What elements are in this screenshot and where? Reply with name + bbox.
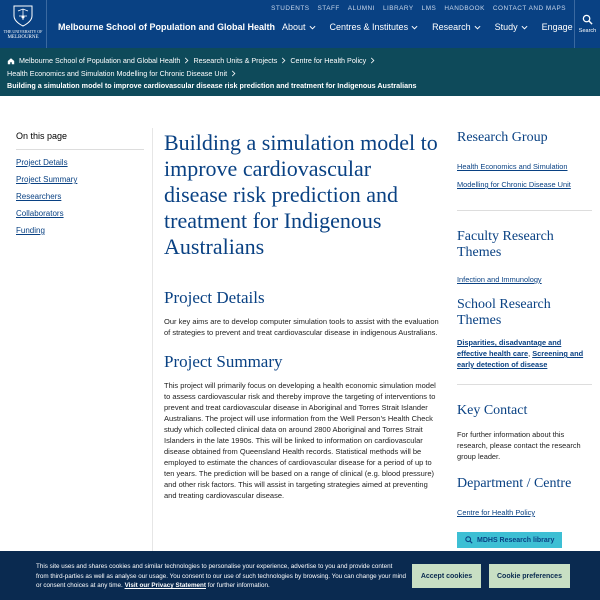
privacy-statement-link[interactable]: Visit our Privacy Statement: [124, 582, 206, 589]
site-name[interactable]: Melbourne School of Population and Global Health: [58, 22, 276, 32]
chevron-down-icon: [521, 24, 528, 31]
nav-centres-label: Centres & Institutes: [329, 22, 409, 32]
chevron-right-icon: [184, 57, 189, 64]
toc-link-funding[interactable]: Funding: [16, 226, 45, 235]
util-link-library[interactable]: LIBRARY: [382, 5, 414, 12]
breadcrumb: [0, 48, 600, 96]
nav-research-label: Research: [432, 22, 471, 32]
school-theme-links: Disparities, disadvantage and effective health care, Screening and early detection of disease: [457, 338, 584, 369]
home-icon[interactable]: [7, 57, 15, 65]
project-details-heading: Project Details: [164, 288, 265, 307]
nav-study[interactable]: [495, 22, 528, 32]
on-this-page-nav: [16, 131, 144, 243]
chevron-right-icon: [370, 57, 375, 64]
accept-cookies-button[interactable]: Accept cookies: [412, 564, 481, 588]
logo-text-bottom: MELBOURNE: [7, 35, 39, 40]
key-contact-heading: Key Contact: [457, 403, 528, 418]
main-content: [164, 130, 439, 501]
nav-engage-label: Engage: [541, 22, 573, 32]
site-header: [0, 0, 600, 48]
nav-about-label: About: [282, 22, 306, 32]
project-summary-text: This project will primarily focus on developing a health economic simulation model to assess cardiovascular risk and thereby improve the targeting of interventions to prevent and treat cardiovascular disease in Aboriginal and Torres Strait Islander Australians. The project will use information from the Well Person’s Health Check study which collected clinical data on around 2800 Aboriginal and Torres Strait Islanders in the late 1990s. This will be linked to information on cardiovascular disease obtained from Queensland Health records. Statistical methods will be employed to estimate the chances of cardiovascular disease for a period of up to ten years. The prediction will be based on a range of clinical (e.g. blood pressure) and other risk factors. This will assist in targeting strategies aimed at preventing and treating cardiovascular disease.: [164, 381, 436, 500]
department-link[interactable]: Centre for Health Policy: [457, 508, 536, 517]
faculty-theme-link[interactable]: Infection and Immunology: [457, 275, 542, 284]
breadcrumb-research-units[interactable]: Research Units & Projects: [193, 56, 278, 65]
breadcrumb-current: Building a simulation model to improve cardiovascular disease risk prediction and treatment for Indigenous Australians: [7, 81, 417, 90]
nav-about[interactable]: [282, 22, 316, 32]
chevron-down-icon: [411, 24, 418, 31]
library-button-label: MDHS Research library: [477, 536, 555, 544]
column-divider: [152, 128, 153, 558]
research-group-heading: Research Group: [457, 130, 548, 145]
cookie-text-block: [36, 562, 406, 591]
toc-link-project-summary[interactable]: Project Summary: [16, 175, 78, 184]
breadcrumb-school[interactable]: Melbourne School of Population and Global Health: [19, 56, 181, 65]
department-heading: Department / Centre: [457, 476, 572, 491]
toc-link-collaborators[interactable]: Collaborators: [16, 209, 64, 218]
faculty-themes-heading: Faculty Research Themes: [457, 229, 554, 260]
search-icon: [582, 14, 593, 25]
toc-link-project-details[interactable]: Project Details: [16, 158, 68, 167]
breadcrumb-unit[interactable]: Health Economics and Simulation Modelling for Chronic Disease Unit: [7, 69, 228, 78]
util-link-handbook[interactable]: HANDBOOK: [444, 5, 485, 12]
search-label: Search: [578, 28, 597, 34]
cookie-banner: [0, 551, 600, 600]
chevron-down-icon: [309, 24, 316, 31]
util-link-students[interactable]: STUDENTS: [271, 5, 310, 12]
chevron-right-icon: [231, 70, 236, 77]
util-link-alumni[interactable]: ALUMNI: [347, 5, 375, 12]
utility-nav: [271, 5, 566, 12]
project-summary-heading: Project Summary: [164, 352, 283, 371]
search-button[interactable]: [574, 0, 600, 48]
main-nav: [282, 22, 597, 32]
nav-centres[interactable]: [330, 22, 419, 32]
util-link-staff[interactable]: STAFF: [317, 5, 340, 12]
util-link-lms[interactable]: LMS: [421, 5, 437, 12]
school-theme-link-disparities[interactable]: Disparities, disadvantage and effective health care: [457, 338, 562, 358]
on-this-page-title: On this page: [16, 131, 144, 150]
school-theme-link-screening[interactable]: Screening and early detection of disease: [457, 349, 584, 369]
search-icon: [465, 536, 473, 544]
right-sidebar: [457, 130, 592, 549]
util-link-contact[interactable]: CONTACT AND MAPS: [492, 5, 566, 12]
nav-study-label: Study: [494, 22, 518, 32]
cookie-text: This site uses and shares cookies and similar technologies to personalise your experience, advertise to you and provide content from third-parties as well as analyse our usage. You consent to our use of such technologies by browsing. You can change your mind or consent choices at any time.: [36, 563, 406, 589]
logo-text-top: THE UNIVERSITY OF: [3, 29, 43, 34]
cookie-preferences-button[interactable]: Cookie preferences: [489, 564, 570, 588]
key-contact-text: For further information about this research, please contact the research group leader.: [457, 430, 581, 461]
nav-research[interactable]: [432, 22, 481, 32]
toc-link-researchers[interactable]: Researchers: [16, 192, 62, 201]
cookie-text-after: for further information.: [207, 582, 270, 589]
library-button[interactable]: [457, 532, 562, 548]
breadcrumb-centre[interactable]: Centre for Health Policy: [290, 56, 367, 65]
school-themes-heading: School Research Themes: [457, 297, 551, 328]
crest-icon: [12, 4, 34, 28]
chevron-down-icon: [474, 24, 481, 31]
university-logo[interactable]: [0, 0, 47, 48]
page-title: Building a simulation model to improve cardiovascular disease risk prediction and treatment for Indigenous Australians: [164, 130, 438, 259]
research-group-link[interactable]: Health Economics and Simulation Modelling for Chronic Disease Unit: [457, 162, 571, 189]
project-details-text: Our key aims are to develop computer simulation tools to assist with the evaluation of strategies to prevent and treat cardiovascular disease in indigenous Australians.: [164, 317, 439, 337]
chevron-right-icon: [281, 57, 286, 64]
